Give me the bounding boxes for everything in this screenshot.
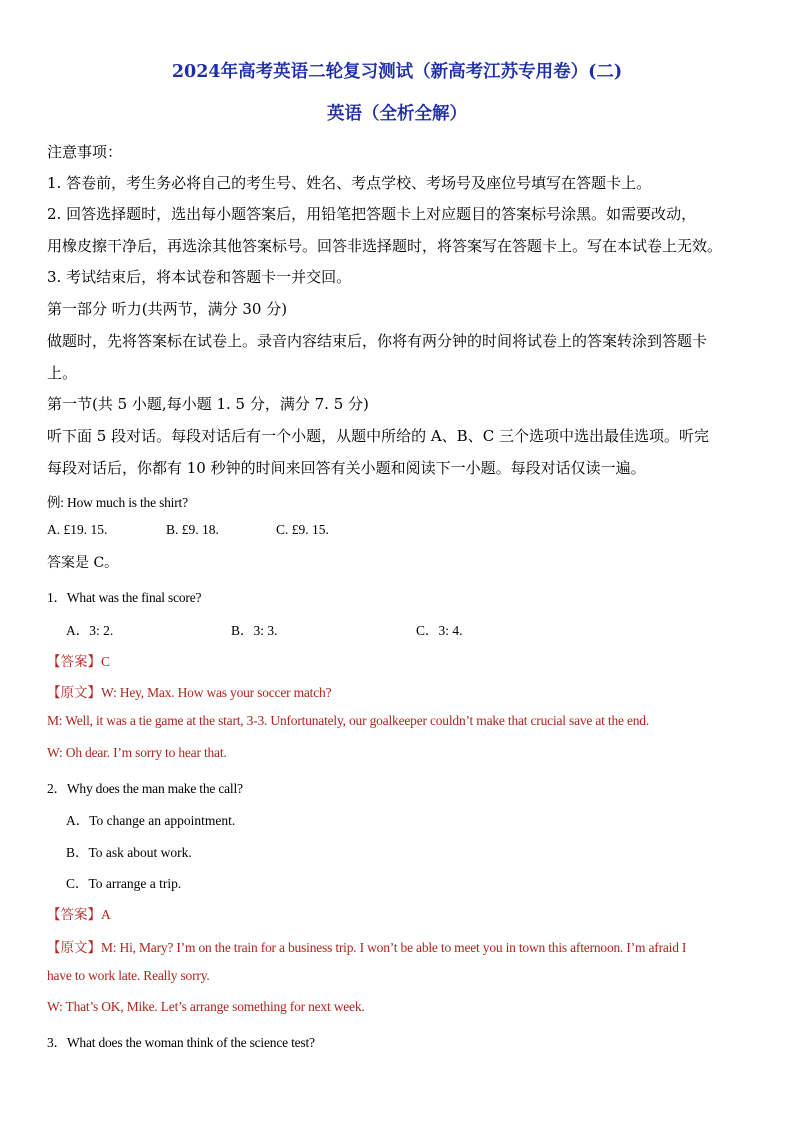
- notes-heading: 注意事项：: [47, 143, 123, 161]
- question-1-option-b: B．3: 3.: [231, 623, 278, 638]
- answer-tag: 【答案】: [47, 907, 101, 923]
- example-option-c: C. £9. 15.: [276, 522, 329, 537]
- question-1-transcript-line: W: Oh dear. I’m sorry to hear that.: [47, 745, 227, 760]
- source-tag: 【原文】: [47, 685, 101, 701]
- notes-item: 2. 回答选择题时，选出每小题答案后，用铅笔把答题卡上对应题目的答案标号涂黑。如需要改动，: [47, 205, 697, 223]
- question-1-transcript-line: M: Well, it was a tie game at the start, 3-3. Unfortunately, our goalkeeper couldn’t make that crucial save at the end.: [47, 713, 650, 728]
- answer-value: A: [101, 907, 111, 922]
- question-3-stem: 3．What does the woman think of the science test?: [47, 1035, 315, 1050]
- section1-heading: 第一节(共 5 小题,每小题 1. 5 分，满分 7. 5 分): [47, 395, 369, 413]
- part1-heading: 第一部分 听力(共两节，满分 30 分): [47, 300, 288, 318]
- source-tag: 【原文】: [47, 940, 101, 956]
- answer-tag: 【答案】: [47, 654, 101, 670]
- answer-value: C: [101, 654, 110, 669]
- example-option-a: A. £19. 15.: [47, 522, 108, 537]
- question-1-option-c: C．3: 4.: [416, 623, 463, 638]
- question-2-option-c: C．To arrange a trip.: [66, 876, 182, 891]
- document-title: 2024年高考英语二轮复习测试（新高考江苏专用卷）(二): [171, 62, 623, 82]
- example-answer: 答案是 C。: [47, 555, 119, 571]
- section1-instruction: 听下面 5 段对话。每段对话后有一个小题，从题中所给的 A、B、C 三个选项中选出最佳选项。听完: [47, 427, 709, 445]
- section1-instruction: 每段对话后，你都有 10 秒钟的时间来回答有关小题和阅读下一小题。每段对话仅读一遍。: [47, 459, 646, 477]
- notes-item: 3. 考试结束后，将本试卷和答题卡一并交回。: [47, 268, 352, 286]
- example-question: 例: How much is the shirt?: [47, 495, 188, 510]
- question-2-transcript-line: [47, 936, 686, 957]
- example-option-b: B. £9. 18.: [166, 522, 219, 537]
- question-1-transcript-line: [47, 681, 331, 702]
- transcript-text: W: Hey, Max. How was your soccer match?: [101, 685, 332, 700]
- question-2-option-a: A．To change an appointment.: [66, 813, 236, 828]
- question-2-option-b: B．To ask about work.: [66, 845, 192, 860]
- question-1-answer: [47, 650, 110, 671]
- part1-instruction: 做题时，先将答案标在试卷上。录音内容结束后，你将有两分钟的时间将试卷上的答案转涂到答题卡: [47, 332, 708, 350]
- notes-item: 用橡皮擦干净后，再选涂其他答案标号。回答非选择题时，将答案写在答题卡上。写在本试卷上无效。: [47, 237, 723, 255]
- notes-item: 1. 答卷前，考生务必将自己的考生号、姓名、考点学校、考场号及座位号填写在答题卡上。: [47, 174, 652, 192]
- document-subtitle: 英语（全析全解）: [327, 104, 467, 124]
- transcript-text: M: Hi, Mary? I’m on the train for a business trip. I won’t be able to meet you in town this afternoon. I’m afraid I: [101, 940, 687, 955]
- question-2-stem: 2．Why does the man make the call?: [47, 781, 243, 796]
- question-1-stem: 1．What was the final score?: [47, 590, 202, 605]
- part1-instruction: 上。: [47, 364, 78, 382]
- question-1-option-a: A．3: 2.: [66, 623, 114, 638]
- question-2-answer: [47, 903, 111, 924]
- question-2-transcript-line: W: That’s OK, Mike. Let’s arrange something for next week.: [47, 999, 365, 1014]
- question-2-transcript-line: have to work late. Really sorry.: [47, 968, 210, 983]
